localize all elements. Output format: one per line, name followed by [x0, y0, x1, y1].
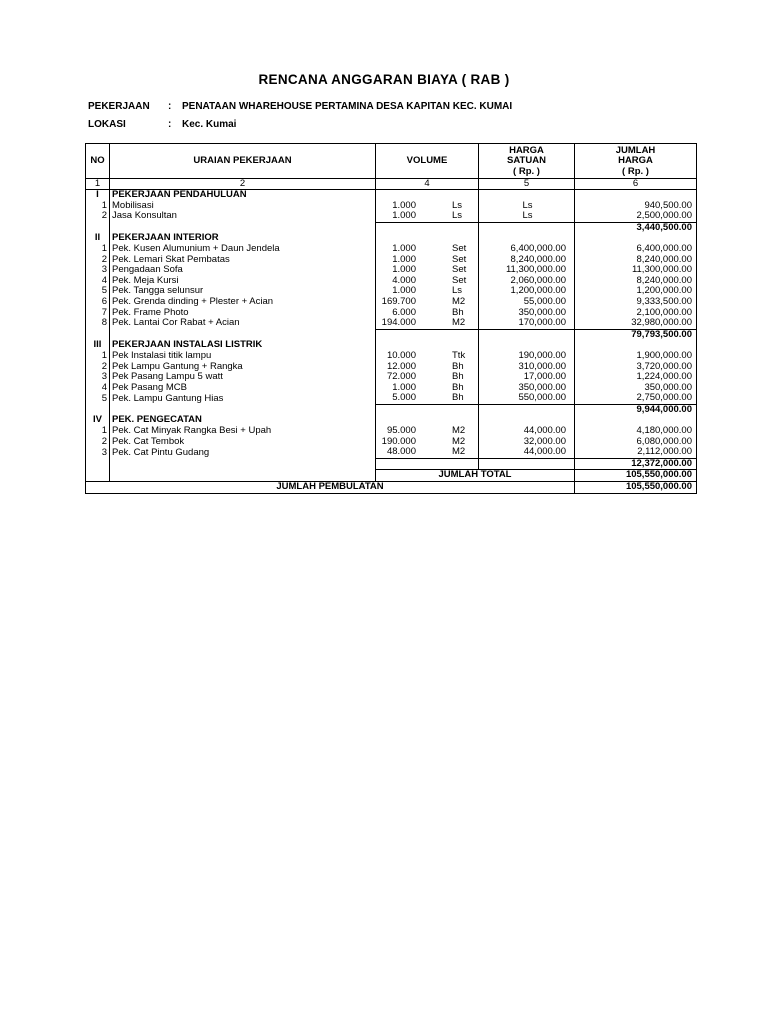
empty-cell [86, 404, 110, 415]
item-unit: M2 [452, 426, 466, 437]
item-total: 9,333,500.00 [636, 296, 692, 307]
table-row [86, 201, 697, 212]
section-title: PEKERJAAN PENDAHULUAN [110, 190, 376, 201]
item-description: Pek. Cat Minyak Rangka Besi + Upah [110, 426, 376, 437]
item-unit: Set [452, 265, 467, 276]
item-quantity: 10.000 [386, 350, 416, 361]
header-uraian: URAIAN PEKERJAAN [110, 144, 376, 179]
empty-cell [376, 458, 479, 470]
jumlah-total-value: 105,550,000.00 [575, 470, 697, 482]
empty-cell [376, 404, 479, 415]
table-row [86, 276, 697, 287]
item-volume [376, 255, 479, 266]
empty-cell [479, 329, 575, 340]
jumlah-pembulatan-label: JUMLAH PEMBULATAN [86, 482, 575, 494]
item-unit-price: 44,000.00 [479, 447, 575, 458]
document-title: RENCANA ANGGARAN BIAYA ( RAB ) [258, 72, 510, 87]
item-volume [376, 447, 479, 458]
empty-cell [376, 233, 479, 244]
item-unit: Bh [452, 393, 464, 404]
index-cell: 6 [575, 179, 697, 190]
empty-cell [479, 190, 575, 201]
pekerjaan-value: PENATAAN WHAREHOUSE PERTAMINA DESA KAPITAN KEC. KUMAI [182, 101, 513, 112]
section-row [86, 340, 697, 351]
item-quantity: 1.000 [392, 211, 416, 222]
section-title: PEKERJAAN INSTALASI LISTRIK [110, 340, 376, 351]
item-unit-price: 17,000.00 [479, 372, 575, 383]
rab-table [85, 143, 697, 494]
pekerjaan-line [88, 101, 512, 112]
header-jumlah-line1: JUMLAH [615, 144, 656, 156]
item-quantity: 1.000 [392, 243, 416, 254]
item-volume [376, 362, 479, 373]
table-row [86, 447, 697, 458]
section-row [86, 190, 697, 201]
item-number: 4 [86, 276, 110, 287]
item-unit-price: 32,000.00 [479, 437, 575, 448]
item-quantity: 194.000 [381, 318, 416, 329]
subtotal-row [86, 329, 697, 340]
jumlah-pembulatan-value: 105,550,000.00 [625, 481, 692, 493]
empty-cell [479, 233, 575, 244]
item-total: 1,200,000.00 [636, 286, 692, 297]
item-description: Pek. Meja Kursi [110, 276, 376, 287]
subtotal-row [86, 458, 697, 470]
header-harga-satuan [479, 144, 575, 179]
section-number: I [86, 190, 110, 201]
lokasi-line [88, 119, 236, 130]
table-row [86, 211, 697, 222]
header-harga-line3: ( Rp. ) [513, 165, 540, 177]
table-row [86, 393, 697, 404]
subtotal-row [86, 222, 697, 233]
item-total: 11,300,000.00 [631, 265, 692, 276]
item-description: Pek. Grenda dinding + Plester + Acian [110, 297, 376, 308]
section-subtotal: 9,944,000.00 [575, 404, 697, 415]
item-unit-price: 8,240,000.00 [479, 255, 575, 266]
item-volume [376, 244, 479, 255]
item-number: 1 [86, 244, 110, 255]
table-row [86, 286, 697, 297]
item-volume [376, 201, 479, 212]
section-row [86, 415, 697, 426]
item-total: 3,720,000.00 [636, 361, 692, 372]
item-number: 1 [86, 201, 110, 212]
item-quantity: 1.000 [392, 200, 416, 211]
item-volume [376, 276, 479, 287]
item-description: Pek. Lemari Skat Pembatas [110, 255, 376, 266]
item-unit: M2 [452, 318, 466, 329]
jumlah-total-label: JUMLAH TOTAL [376, 470, 575, 482]
table-row [86, 308, 697, 319]
empty-cell [110, 222, 376, 233]
empty-cell [376, 415, 479, 426]
item-quantity: 1.000 [392, 265, 416, 276]
header-harga-line2: SATUAN [507, 155, 546, 167]
item-unit: Ls [452, 211, 463, 222]
item-description: Mobilisasi [110, 201, 376, 212]
pekerjaan-colon: : [168, 101, 172, 112]
empty-cell [479, 340, 575, 351]
item-unit-price: 44,000.00 [479, 426, 575, 437]
header-volume: VOLUME [376, 144, 479, 179]
item-unit-price: 11,300,000.00 [479, 265, 575, 276]
empty-cell [575, 233, 697, 244]
index-cell: 1 [86, 179, 110, 190]
pekerjaan-label: PEKERJAAN [88, 101, 150, 112]
item-volume [376, 372, 479, 383]
item-volume [376, 286, 479, 297]
lokasi-label: LOKASI [88, 119, 126, 130]
item-number: 5 [86, 286, 110, 297]
header-jumlah-harga [575, 144, 697, 179]
item-volume [376, 308, 479, 319]
item-volume [376, 318, 479, 329]
table-row [86, 372, 697, 383]
empty-cell [86, 222, 110, 233]
empty-cell [479, 458, 575, 470]
item-quantity: 4.000 [392, 275, 416, 286]
jumlah-total-row [86, 470, 697, 482]
item-total: 1,900,000.00 [636, 350, 692, 361]
table-row [86, 265, 697, 276]
empty-cell [86, 329, 110, 340]
item-total: 2,112,000.00 [637, 447, 692, 458]
item-quantity: 5.000 [392, 393, 416, 404]
item-description: Pek Instalasi titik lampu [110, 351, 376, 362]
item-volume [376, 426, 479, 437]
index-cell: 4 [376, 179, 479, 190]
item-description: Pek. Tangga selunsur [110, 286, 376, 297]
item-description: Pek. Frame Photo [110, 308, 376, 319]
section-number: IV [86, 415, 110, 426]
lokasi-colon: : [168, 119, 172, 130]
item-unit-price: 550,000.00 [479, 393, 575, 404]
item-number: 2 [86, 255, 110, 266]
item-unit-price: 2,060,000.00 [479, 276, 575, 287]
item-volume [376, 351, 479, 362]
item-total: 6,400,000.00 [636, 243, 692, 254]
item-volume [376, 383, 479, 394]
table-row [86, 362, 697, 373]
item-volume [376, 437, 479, 448]
item-unit-price: 6,400,000.00 [479, 244, 575, 255]
item-volume [376, 211, 479, 222]
item-unit: Bh [452, 361, 464, 372]
table-row [86, 244, 697, 255]
item-unit-price: Ls [479, 201, 575, 212]
item-unit: M2 [452, 447, 466, 458]
item-number: 2 [86, 211, 110, 222]
item-number: 8 [86, 318, 110, 329]
item-total: 2,100,000.00 [636, 307, 692, 318]
index-cell: 2 [110, 179, 376, 190]
index-cell: 5 [479, 179, 575, 190]
empty-cell [376, 190, 479, 201]
header-harga-line1: HARGA [509, 144, 544, 156]
item-description: Pek Pasang Lampu 5 watt [110, 372, 376, 383]
item-quantity: 6.000 [392, 307, 416, 318]
section-number: II [86, 233, 110, 244]
lokasi-value: Kec. Kumai [182, 119, 237, 130]
rab-table-body [86, 144, 697, 494]
table-row [86, 351, 697, 362]
empty-cell [575, 340, 697, 351]
section-subtotal: 79,793,500.00 [575, 329, 697, 340]
item-total: 940,500.00 [644, 200, 692, 211]
section-subtotal: 12,372,000.00 [575, 458, 697, 470]
item-total: 6,080,000.00 [636, 436, 692, 447]
item-unit-price: 350,000.00 [479, 308, 575, 319]
item-unit: M2 [452, 436, 466, 447]
table-row [86, 255, 697, 266]
column-index-row [86, 179, 697, 190]
item-quantity: 12.000 [386, 361, 416, 372]
jumlah-pembulatan-row [86, 482, 697, 494]
table-row [86, 426, 697, 437]
section-title: PEK. PENGECATAN [110, 415, 376, 426]
item-unit-price: 190,000.00 [479, 351, 575, 362]
item-number: 3 [86, 447, 110, 458]
item-total: 8,240,000.00 [636, 275, 692, 286]
item-total: 350,000.00 [644, 382, 692, 393]
table-row [86, 318, 697, 329]
empty-cell [376, 222, 479, 233]
item-unit: Set [452, 243, 467, 254]
item-unit: Bh [452, 372, 464, 383]
item-total: 32,980,000.00 [631, 318, 692, 329]
item-number: 5 [86, 393, 110, 404]
table-row [86, 437, 697, 448]
item-unit: Bh [452, 382, 464, 393]
table-row [86, 297, 697, 308]
item-total: 2,750,000.00 [636, 393, 692, 404]
item-description: Pek. Kusen Alumunium + Daun Jendela [110, 244, 376, 255]
item-unit: M2 [452, 296, 466, 307]
empty-cell [376, 340, 479, 351]
item-quantity: 190.000 [381, 436, 416, 447]
table-row [86, 383, 697, 394]
header-jumlah-line3: ( Rp. ) [622, 165, 649, 177]
item-description: Pek Lampu Gantung + Rangka [110, 362, 376, 373]
item-total: 2,500,000.00 [636, 211, 692, 222]
item-total: 4,180,000.00 [636, 426, 692, 437]
item-quantity: 169.700 [381, 296, 416, 307]
item-unit: Ls [452, 200, 463, 211]
item-number: 4 [86, 383, 110, 394]
header-jumlah-line2: HARGA [618, 155, 653, 167]
item-total: 8,240,000.00 [636, 254, 692, 265]
item-description: Jasa Konsultan [110, 211, 376, 222]
section-number: III [86, 340, 110, 351]
item-number: 3 [86, 265, 110, 276]
item-unit: Bh [452, 307, 464, 318]
item-volume [376, 393, 479, 404]
item-unit: Ls [452, 286, 463, 297]
item-number: 1 [86, 351, 110, 362]
item-number: 3 [86, 372, 110, 383]
item-unit-price: 310,000.00 [479, 362, 575, 373]
item-unit-price: 350,000.00 [479, 383, 575, 394]
table-header-row [86, 144, 697, 179]
item-total: 1,224,000.00 [636, 372, 692, 383]
item-quantity: 1.000 [392, 286, 416, 297]
item-description: Pek Pasang MCB [110, 383, 376, 394]
empty-cell [479, 415, 575, 426]
item-number: 6 [86, 297, 110, 308]
item-number: 2 [86, 362, 110, 373]
empty-cell [110, 404, 376, 415]
item-number: 7 [86, 308, 110, 319]
item-volume [376, 297, 479, 308]
empty-cell [110, 470, 376, 482]
section-title: PEKERJAAN INTERIOR [110, 233, 376, 244]
item-unit: Ttk [452, 350, 466, 361]
item-description: Pek. Cat Pintu Gudang [110, 447, 376, 458]
subtotal-row [86, 404, 697, 415]
item-unit-price: 55,000.00 [479, 297, 575, 308]
item-quantity: 72.000 [386, 372, 416, 383]
empty-cell [110, 329, 376, 340]
empty-cell [110, 458, 376, 470]
item-description: Pengadaan Sofa [110, 265, 376, 276]
item-quantity: 1.000 [392, 254, 416, 265]
item-description: Pek. Lantai Cor Rabat + Acian [110, 318, 376, 329]
item-unit-price: 1,200,000.00 [479, 286, 575, 297]
empty-cell [479, 222, 575, 233]
empty-cell [575, 190, 697, 201]
item-unit: Set [452, 254, 467, 265]
empty-cell [86, 458, 110, 470]
empty-cell [376, 329, 479, 340]
empty-cell [575, 415, 697, 426]
section-subtotal: 3,440,500.00 [575, 222, 697, 233]
item-quantity: 95.000 [386, 426, 416, 437]
item-number: 1 [86, 426, 110, 437]
item-unit-price: Ls [479, 211, 575, 222]
item-quantity: 1.000 [392, 382, 416, 393]
item-unit: Set [452, 275, 467, 286]
item-number: 2 [86, 437, 110, 448]
item-description: Pek. Cat Tembok [110, 437, 376, 448]
item-volume [376, 265, 479, 276]
header-no: NO [86, 144, 110, 179]
item-quantity: 48.000 [386, 447, 416, 458]
empty-cell [86, 470, 110, 482]
section-row [86, 233, 697, 244]
empty-cell [479, 404, 575, 415]
item-description: Pek. Lampu Gantung Hias [110, 393, 376, 404]
item-unit-price: 170,000.00 [479, 318, 575, 329]
